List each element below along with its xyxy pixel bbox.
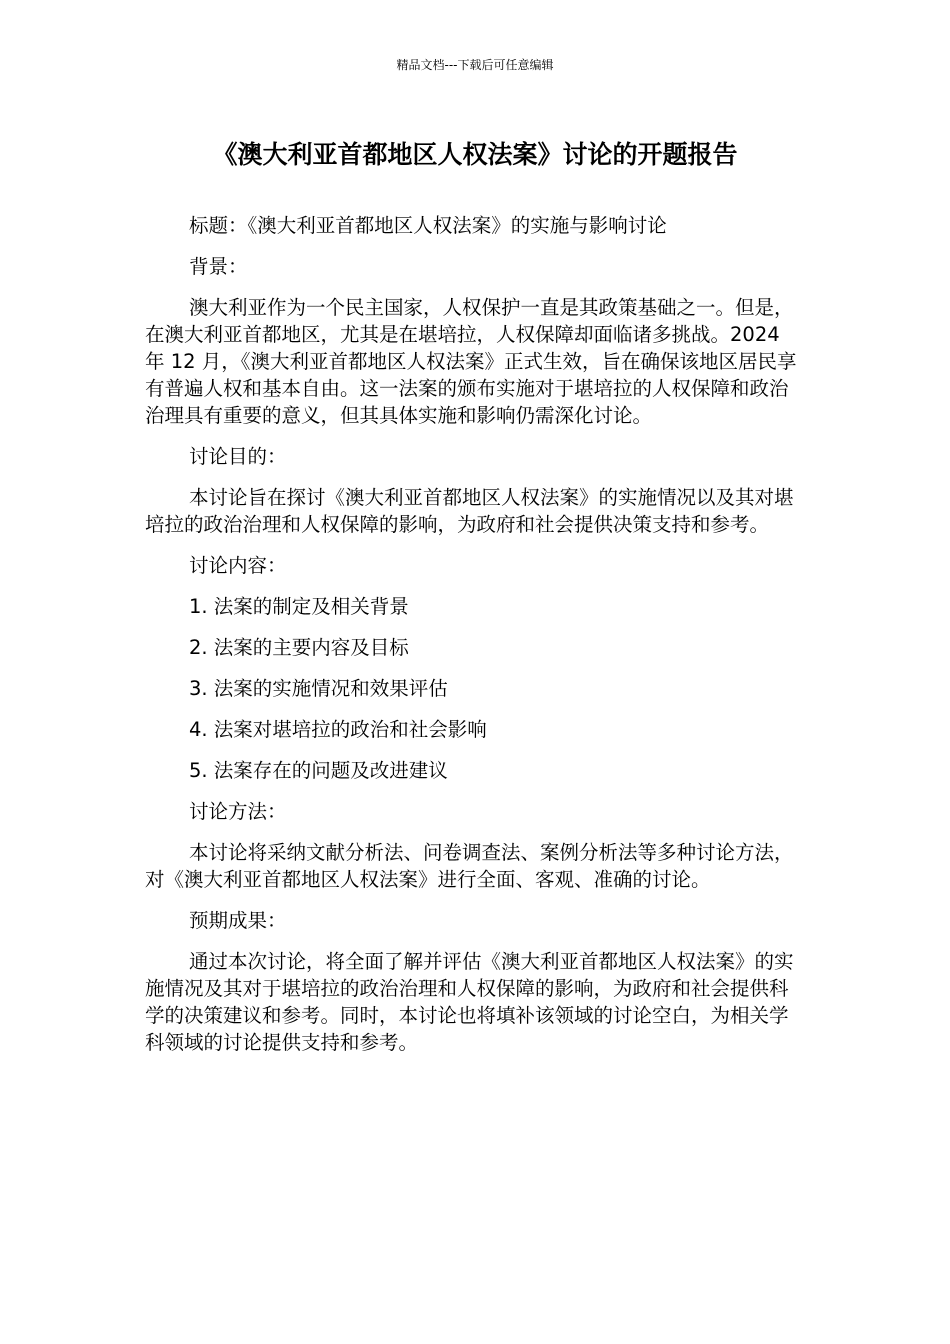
document-body (145, 212, 805, 1070)
content-list-item: 4. 法案对堪培拉的政治和社会影响 (189, 718, 487, 741)
page-header-note: 精品文档---下载后可任意编辑 (396, 58, 554, 72)
document-title: 《澳大利亚首都地区人权法案》讨论的开题报告 (212, 140, 738, 169)
section-heading-method: 讨论方法： (189, 800, 287, 823)
content-list-item: 1. 法案的制定及相关背景 (189, 595, 409, 618)
subject-line: 标题：《澳大利亚首都地区人权法案》的实施与影响讨论 (189, 214, 667, 237)
content-list-item: 2. 法案的主要内容及目标 (189, 636, 409, 659)
content-list-item: 3. 法案的实施情况和效果评估 (189, 677, 448, 700)
section-heading-purpose: 讨论目的： (189, 445, 287, 468)
outcomes-paragraph: 通过本次讨论，将全面了解并评估《澳大利亚首都地区人权法案》的实施情况及其对于堪培拉的政治治理和人权保障的影响，为政府和社会提供科学的决策建议和参考。同时，本讨论也将填补该领域的讨论空白，为相关学科领域的讨论提供支持和参考。 (145, 950, 794, 1054)
section-heading-outcomes: 预期成果： (189, 909, 287, 932)
purpose-paragraph: 本讨论旨在探讨《澳大利亚首都地区人权法案》的实施情况以及其对堪培拉的政治治理和人权保障的影响，为政府和社会提供决策支持和参考。 (145, 486, 794, 536)
section-heading-content: 讨论内容： (189, 554, 287, 577)
section-heading-background: 背景： (189, 255, 248, 278)
background-paragraph: 澳大利亚作为一个民主国家，人权保护一直是其政策基础之一。但是，在澳大利亚首都地区，尤其是在堪培拉，人权保障却面临诸多挑战。2024 年 12 月，《澳大利亚首都地区人权法案》正式生效，旨在确保该地区居民享有普遍人权和基本自由。这一法案的颁布实施对于堪培拉的人权保障和政治治理具有重要的意义，但其具体实施和影响仍需深化讨论。 (145, 296, 797, 427)
content-list-item: 5. 法案存在的问题及改进建议 (189, 759, 448, 782)
method-paragraph: 本讨论将采纳文献分析法、问卷调查法、案例分析法等多种讨论方法，对《澳大利亚首都地区人权法案》进行全面、客观、准确的讨论。 (145, 841, 794, 891)
